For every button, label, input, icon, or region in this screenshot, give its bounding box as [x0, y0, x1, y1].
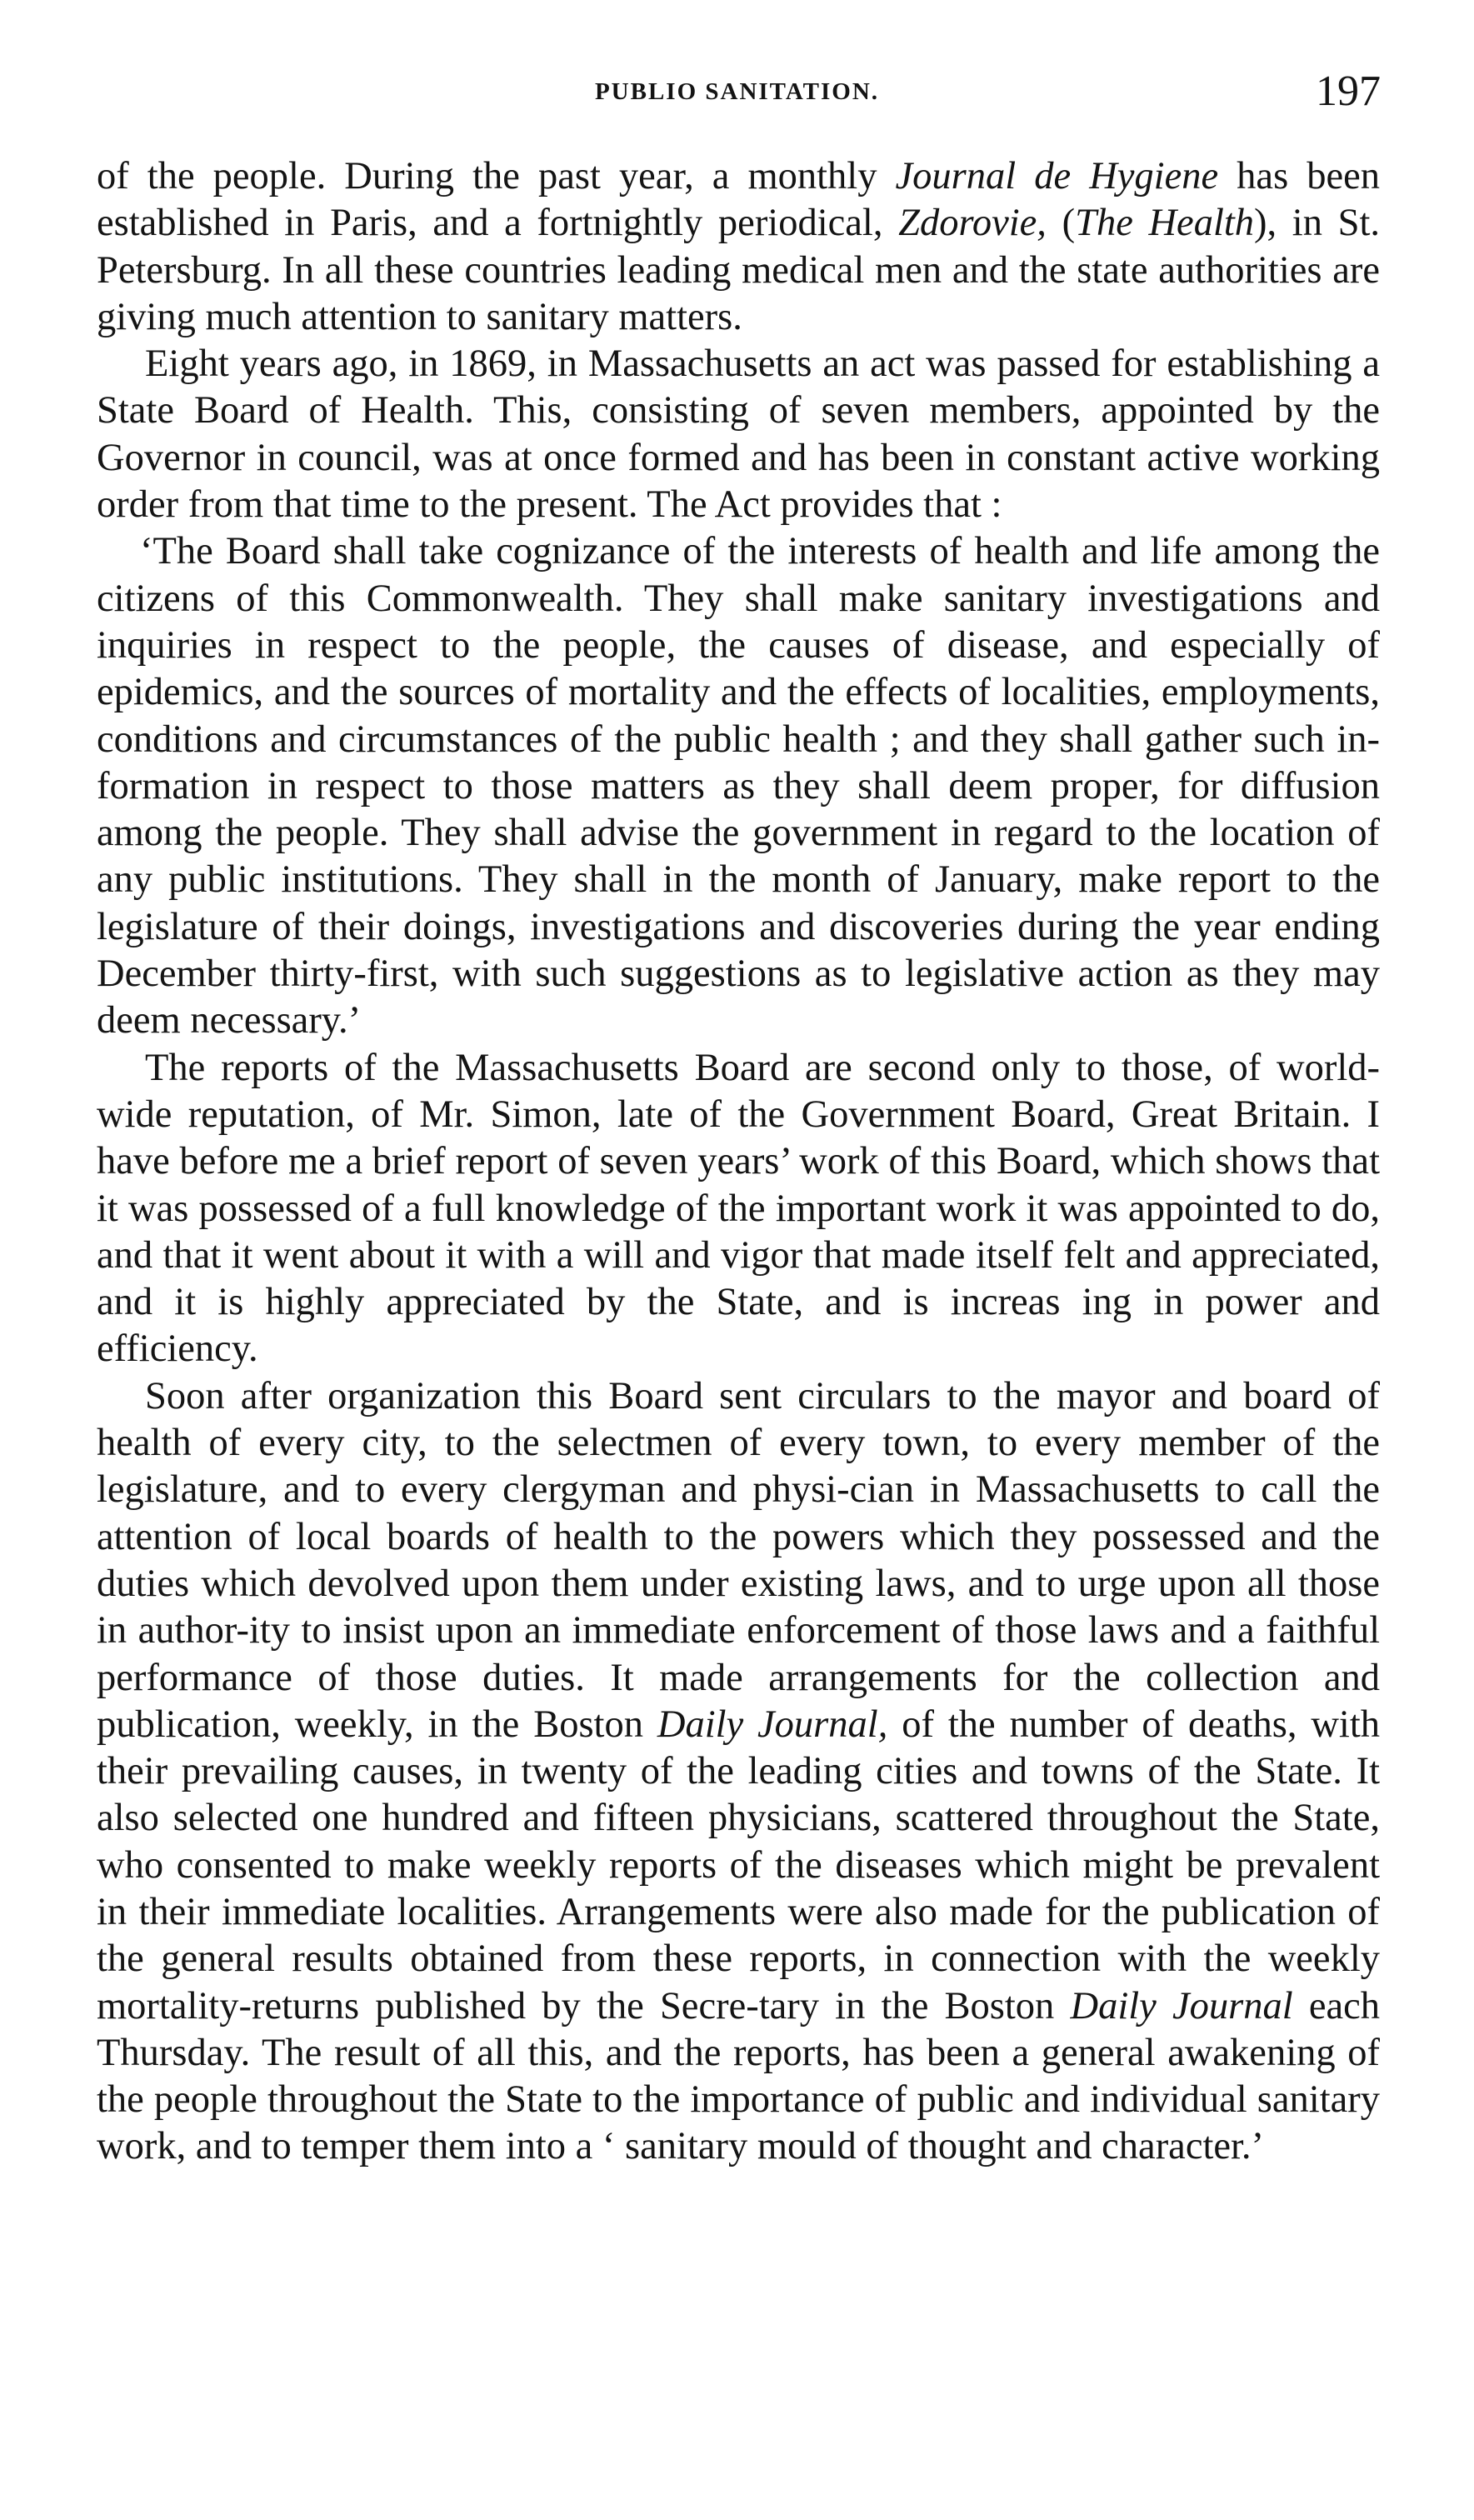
italic-title-text: Daily Journal,	[657, 1702, 888, 1746]
italic-title-text: The Health	[1075, 202, 1255, 245]
paragraph	[97, 153, 1380, 341]
paragraph-text: Soon after organization this Board sent circulars to the mayor and board of health of every city, to the selectmen of every town, to every member of the legislature, and to every clergyman and physi-cian in Massachusetts to call the attention of local boards of health to the powers which they possessed and the duties which devolved upon them under existing laws, and to urge upon all those in author-ity to insist upon an immediate enforcement of those laws and a faithful performance of those duties. It made arrangements for the collection and publication, weekly, in the Boston	[97, 1374, 1380, 1746]
paragraph-text: (	[1046, 202, 1076, 245]
paragraph-text: ‘The Board shall take cognizance of the interests of health and life among the citizens of this Commonwealth. They shall make sanitary investigations and inquiries in respect to the people, the causes of disease, and especially of epidemics, and the sources of mortality and the effects of localities, employments, conditions and circumstances of the public health ; and they shall gather such in-formation in respect to those matters as they shall deem proper, for diffusion among the people. They shall advise the government in regard to the location of any public institutions. They shall in the month of January, make report to the legislature of their doings, investigations and discoveries during the year ending December thirty-first, with such suggestions as to legislative action as they may deem necessary.’	[97, 530, 1380, 1042]
paragraph-text: of the number of deaths, with their prevailing causes, in twenty of the leading cities and towns of the State. It also selected one hundred and fifteen physicians, scattered throughout the State, who consented to make weekly reports of the diseases which might be prevalent in their immediate localities. Arrangements were also made for the publication of the general results obtained from these reports, in connection with the weekly mortality-returns published by the Secre-tary in the Boston	[97, 1702, 1380, 2028]
running-title: PUBLIO SANITATION.	[594, 78, 880, 105]
italic-title-text: Journal de Hygiene	[895, 155, 1219, 198]
paragraph	[97, 341, 1380, 528]
paragraph	[97, 1045, 1380, 1373]
paragraph	[97, 528, 1380, 1044]
running-header	[0, 68, 1474, 123]
paragraph-text: of the people. During the past year, a monthly	[97, 155, 896, 198]
paragraph	[97, 1373, 1380, 2171]
italic-title-text: Daily Journal	[1070, 1984, 1293, 2028]
paragraph-text: ), in St. Petersburg. In all these countries leading medical men and the state authorities are giving much attention to sanitary matters.	[97, 202, 1380, 338]
body-text	[97, 153, 1380, 2171]
paragraph-text: The reports of the Massachusetts Board are second only to those, of world-wide reputation, of Mr. Simon, late of the Government Board, Great Britain. I have before me a brief report of seven years’ work of this Board, which shows that it was possessed of a full knowledge of the important work it was appointed to do, and that it went about it with a will and vigor that made itself felt and appreciated, and it is highly appreciated by the State, and is increas ing in power and efficiency.	[97, 1046, 1380, 1371]
italic-title-text: Zdorovie,	[898, 202, 1047, 245]
paragraph-text: Eight years ago, in 1869, in Massachusetts an act was passed for establishing a State Board of Health. This, consisting of seven members, appointed by the Governor in council, was at once formed and has been in constant active working order from that time to the present. The Act provides that :	[97, 342, 1380, 527]
page-number: 197	[1316, 68, 1381, 115]
paragraph-text: each Thursday. The result of all this, and the reports, has been a general awakening of the people throughout the State to the importance of public and individual sanitary work, and to temper them into a ‘ sanitary mould of thought and character.’	[97, 1984, 1380, 2168]
paragraph-text: has been established in Paris, and a fortnightly periodical,	[97, 155, 1381, 245]
